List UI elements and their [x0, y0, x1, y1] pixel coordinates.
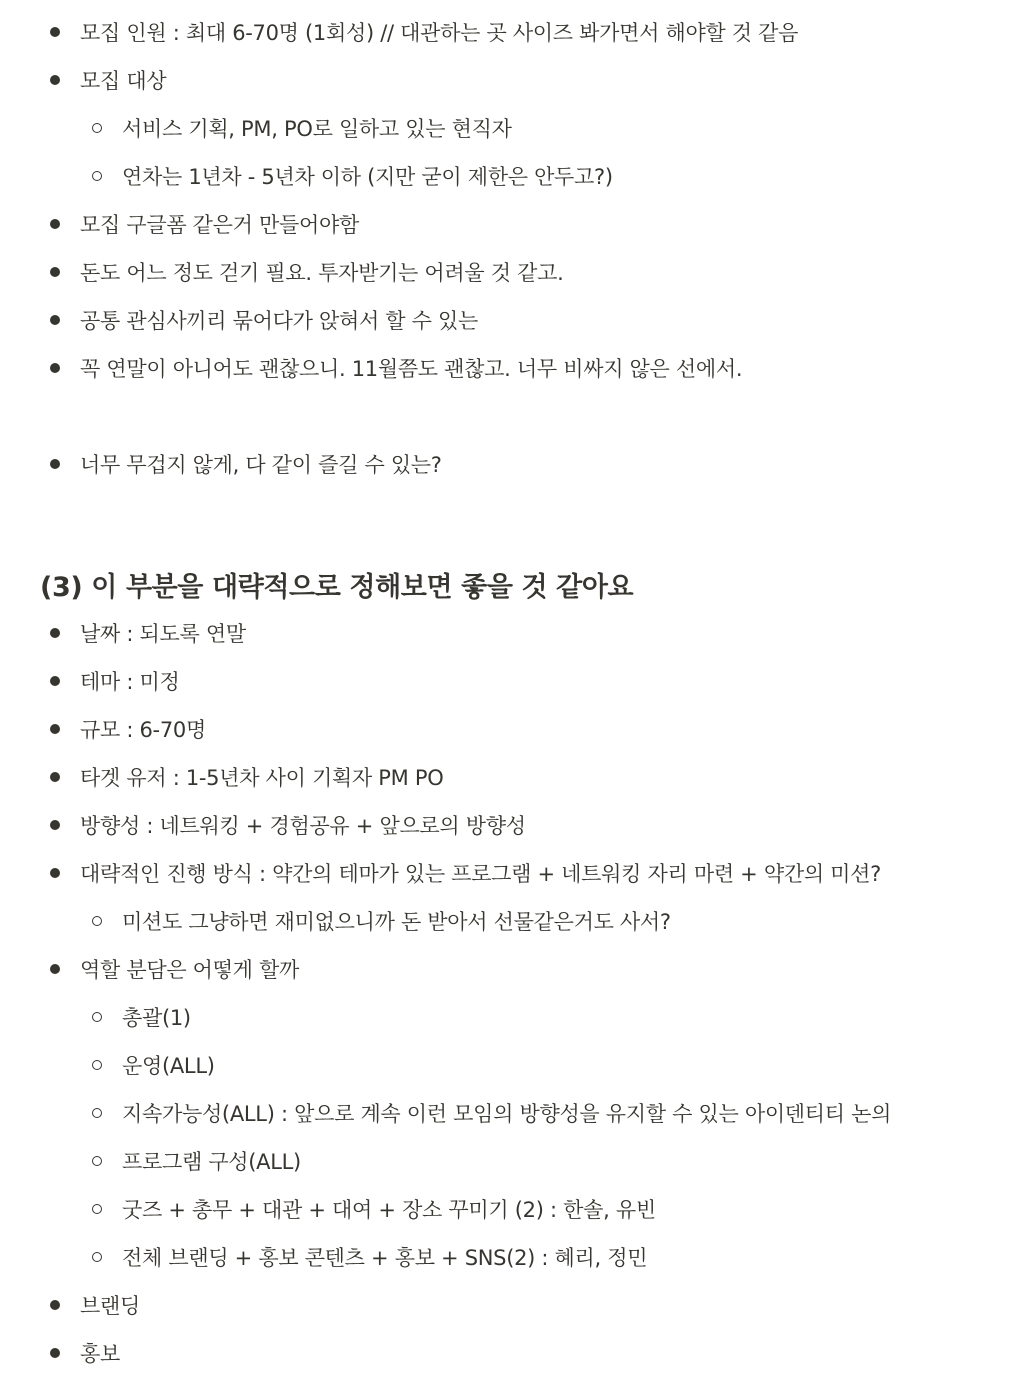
list-item-text: 총괄(1) [122, 1006, 191, 1030]
bullet-icon [50, 628, 60, 638]
sub-list-item[interactable] [92, 1041, 215, 1089]
list-item-text: 공통 관심사끼리 묶어다가 앉혀서 할 수 있는 [80, 309, 478, 333]
list-item-text: 굿즈 + 총무 + 대관 + 대여 + 장소 꾸미기 (2) : 한솔, 유빈 [122, 1198, 656, 1222]
list-item-text: 모집 구글폼 같은거 만들어야함 [80, 213, 359, 237]
list-item-text: 프로그램 구성(ALL) [122, 1150, 301, 1174]
bullet-icon [50, 267, 60, 277]
sub-list-item[interactable] [92, 1185, 656, 1233]
sub-list-item[interactable] [92, 1233, 647, 1281]
list-item[interactable] [50, 801, 526, 849]
hollow-bullet-icon [92, 1252, 102, 1262]
list-item-text: 운영(ALL) [122, 1054, 215, 1078]
hollow-bullet-icon [92, 1156, 102, 1166]
bullet-icon [50, 1348, 60, 1358]
list-item[interactable] [50, 1281, 140, 1329]
bullet-icon [50, 964, 60, 974]
bullet-icon [50, 363, 60, 373]
bullet-icon [50, 724, 60, 734]
hollow-bullet-icon [92, 1204, 102, 1214]
list-item[interactable] [50, 609, 246, 657]
list-item-text: 규모 : 6-70명 [80, 718, 206, 742]
list-item-text: 너무 무겁지 않게, 다 같이 즐길 수 있는? [80, 453, 442, 477]
list-item[interactable] [50, 705, 206, 753]
list-item-text: 꼭 연말이 아니어도 괜찮으니. 11월쯤도 괜찮고. 너무 비싸지 않은 선에서. [80, 357, 743, 381]
list-item[interactable] [50, 296, 478, 344]
hollow-bullet-icon [92, 123, 102, 133]
list-item[interactable] [50, 8, 798, 56]
sub-list-item[interactable] [92, 993, 191, 1041]
bullet-icon [50, 219, 60, 229]
list-item-text: 날짜 : 되도록 연말 [80, 622, 246, 646]
list-item-text: 테마 : 미정 [80, 670, 180, 694]
list-item[interactable] [50, 945, 299, 993]
list-item-text: 타겟 유저 : 1-5년차 사이 기획자 PM PO [80, 766, 444, 790]
list-item-text: 연차는 1년차 - 5년차 이하 (지만 굳이 제한은 안두고?) [122, 165, 613, 189]
list-item-text: 모집 대상 [80, 69, 167, 93]
list-item-text: 대략적인 진행 방식 : 약간의 테마가 있는 프로그램 + 네트워킹 자리 마련 + 약간의 미션? [80, 862, 882, 886]
sub-list-item[interactable] [92, 152, 613, 200]
bullet-icon [50, 315, 60, 325]
list-item[interactable] [50, 248, 563, 296]
list-item[interactable] [50, 849, 881, 897]
list-item[interactable] [50, 440, 442, 488]
bullet-icon [50, 676, 60, 686]
list-item[interactable] [50, 657, 179, 705]
list-item-text: 방향성 : 네트워킹 + 경험공유 + 앞으로의 방향성 [80, 814, 526, 838]
sub-list-item[interactable] [92, 104, 512, 152]
bullet-icon [50, 27, 60, 37]
list-item[interactable] [50, 200, 359, 248]
list-item-text: 지속가능성(ALL) : 앞으로 계속 이런 모임의 방향성을 유지할 수 있는 아이덴티티 논의 [122, 1102, 892, 1126]
bullet-icon [50, 868, 60, 878]
section-heading[interactable]: (3) 이 부분을 대략적으로 정해보면 좋을 것 같아요 [40, 571, 634, 603]
hollow-bullet-icon [92, 1108, 102, 1118]
sub-list-item[interactable] [92, 1089, 891, 1137]
bullet-icon [50, 772, 60, 782]
sub-list-item[interactable] [92, 1137, 301, 1185]
list-item[interactable] [50, 344, 742, 392]
list-item-text: 돈도 어느 정도 걷기 필요. 투자받기는 어려울 것 같고. [80, 261, 564, 285]
list-item-text: 브랜딩 [80, 1294, 140, 1318]
bullet-icon [50, 820, 60, 830]
list-item-text: 역할 분담은 어떻게 할까 [80, 958, 299, 982]
hollow-bullet-icon [92, 1012, 102, 1022]
list-item-text: 서비스 기획, PM, PO로 일하고 있는 현직자 [122, 117, 512, 141]
list-item-text: 홍보 [80, 1342, 120, 1366]
list-item-text: 모집 인원 : 최대 6-70명 (1회성) // 대관하는 곳 사이즈 봐가면서 해야할 것 같음 [80, 21, 799, 45]
hollow-bullet-icon [92, 916, 102, 926]
hollow-bullet-icon [92, 1060, 102, 1070]
bullet-icon [50, 459, 60, 469]
bullet-icon [50, 75, 60, 85]
hollow-bullet-icon [92, 171, 102, 181]
list-item[interactable] [50, 753, 443, 801]
list-item[interactable] [50, 56, 166, 104]
bullet-icon [50, 1300, 60, 1310]
sub-list-item[interactable] [92, 897, 671, 945]
list-item-text: 전체 브랜딩 + 홍보 콘텐츠 + 홍보 + SNS(2) : 혜리, 정민 [122, 1246, 648, 1270]
list-item-text: 미션도 그냥하면 재미없으니까 돈 받아서 선물같은거도 사서? [122, 910, 671, 934]
list-item[interactable] [50, 1329, 120, 1377]
